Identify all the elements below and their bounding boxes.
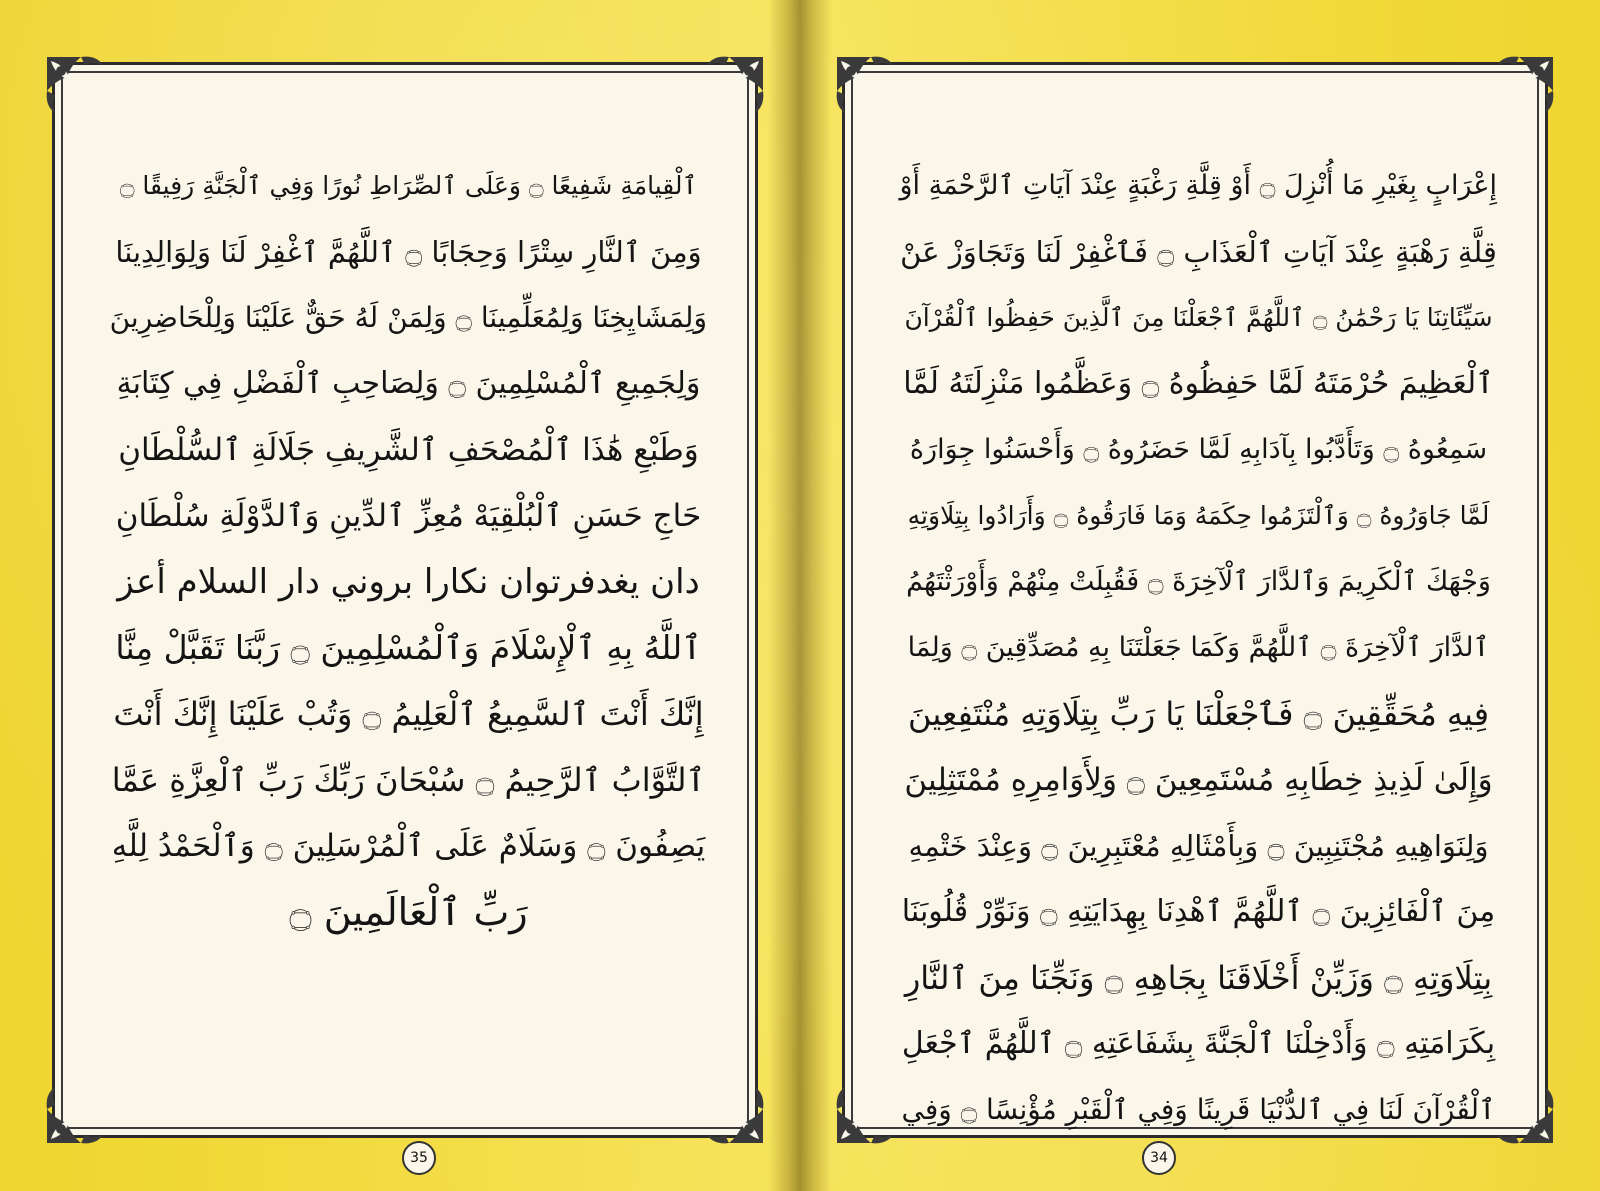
text-line: وَطَبْعِ هَٰذَا ٱلْمُصْحَفِ ٱلشَّرِيفِ جَلَالَةِ ٱلسُّلْطَانِ [118,432,699,468]
text-line: قِلَّةِ رَهْبَةٍ عِنْدَ آيَاتِ ٱلْعَذَابِ ۝ فَٱغْفِرْ لَنَا وَتَجَاوَزْ عَنْ [900,235,1497,269]
left-page-frame [52,62,758,1138]
left-page-text [110,153,707,945]
corner-ornament-icon [699,51,769,121]
corner-ornament-icon [699,1079,769,1149]
right-page-frame [842,62,1548,1138]
corner-ornament-icon [41,51,111,121]
text-line: حَاجِ حَسَنِ ٱلْبُلْقِيَهْ مُعِزِّ ٱلدِّينِ وَٱلدَّوْلَةِ سُلْطَانِ [115,498,702,534]
text-line: وَإِلَىٰ لَذِيذِ خِطَابِهِ مُسْتَمِعِينَ ۝ وَلِأَوَامِرِهِ مُمْتَثِلِينَ [904,762,1493,798]
text-line: بِكَرَامَتِهِ ۝ وَأَدْخِلْنَا ٱلْجَنَّةَ بِشَفَاعَتِهِ ۝ ٱللَّهُمَّ ٱجْعَلِ [901,1026,1496,1061]
text-line: وَلِنَوَاهِيهِ مُجْتَنِبِينَ ۝ وَبِأَمْثَالِهِ مُعْتَبِرِينَ ۝ وَعِنْدَ خَتْمِهِ [908,829,1489,863]
corner-ornament-icon [1489,1079,1559,1149]
text-line: فِيهِ مُحَقِّقِينَ ۝ فَٱجْعَلْنَا يَا رَبِّ بِتِلَاوَتِهِ مُنْتَفِعِينَ [907,695,1489,733]
text-line: لَمَّا جَاوَرُوهُ ۝ وَٱلْتَزَمُوا حِكَمَهُ وَمَا فَارَقُوهُ ۝ وَأَرَادُوا بِتِلَاوَتِهِ [907,501,1490,530]
text-line: وَلِجَمِيعِ ٱلْمُسْلِمِينَ ۝ وَلِصَاحِبِ ٱلْفَضْلِ فِي كِتَابَةِ [116,366,701,401]
text-line: سَمِعُوهُ ۝ وَتَأَدَّبُوا بِآدَابِهِ لَمَّا حَضَرُوهُ ۝ وَأَحْسَنُوا جِوَارَهُ [909,434,1488,465]
text-line: وَجْهَكَ ٱلْكَرِيمَ وَٱلدَّارَ ٱلْآخِرَةَ ۝ فَقُبِلَتْ مِنْهُمْ وَأَوْرَثْتَهُمُ [906,566,1491,597]
text-line: إِنَّكَ أَنْتَ ٱلسَّمِيعُ ٱلْعَلِيمُ ۝ وَتُبْ عَلَيْنَا إِنَّكَ أَنْتَ [113,695,704,733]
text-line: ٱلْقُرْآنَ لَنَا فِي ٱلدُّنْيَا قَرِينًا وَفِي ٱلْقَبْرِ مُؤْنِسًا ۝ وَفِي [901,1093,1496,1126]
text-line: ٱلْعَظِيمَ حُرْمَتَهُ لَمَّا حَفِظُوهُ ۝ وَعَظَّمُوا مَنْزِلَتَهُ لَمَّا [903,366,1494,401]
right-page [800,0,1600,1191]
text-line: وَمِنَ ٱلنَّارِ سِتْرًا وَحِجَابًا ۝ ٱللَّهُمَّ ٱغْفِرْ لَنَا وَلِوَالِدِينَا [115,235,702,269]
corner-ornament-icon [1489,51,1559,121]
corner-ornament-icon [41,1079,111,1149]
text-line: دان يغدفرتوان نكارا بروني دار السلام أعز [117,562,700,602]
text-line: ٱلتَّوَّابُ ٱلرَّحِيمُ ۝ سُبْحَانَ رَبِّكَ رَبِّ ٱلْعِزَّةِ عَمَّا [111,761,706,799]
text-line: ٱللَّهُ بِهِ ٱلْإِسْلَامَ وَٱلْمُسْلِمِينَ ۝ رَبَّنَا تَقَبَّلْ مِنَّا [115,628,702,667]
text-line: ٱلْقِيامَةِ شَفِيعًا ۝ وَعَلَى ٱلصِّرَاطِ نُورًا وَفِي ٱلْجَنَّةِ رَفِيقًا ۝ [119,171,698,200]
corner-ornament-icon [831,51,901,121]
right-page-text [900,153,1497,1143]
text-line: بِتِلَاوَتِهِ ۝ وَزَيِّنْ أَخْلَاقَنَا بِجَاهِهِ ۝ وَنَجِّنَا مِنَ ٱلنَّارِ [904,959,1493,997]
page-number: 35 [402,1141,436,1175]
text-line: ٱلدَّارَ ٱلْآخِرَةَ ۝ ٱللَّهُمَّ وَكَمَا جَعَلْتَنَا بِهِ مُصَدِّقِينَ ۝ وَلِمَا [907,632,1490,663]
corner-ornament-icon [831,1079,901,1149]
text-line: إِعْرَابٍ بِغَيْرِ مَا أُنْزِلَ ۝ أَوْ قِلَّةِ رَغْبَةٍ عِنْدَ آيَاتِ ٱلرَّحْمَةِ أَوْ [899,170,1497,201]
text-line: يَصِفُونَ ۝ وَسَلَامٌ عَلَى ٱلْمُرْسَلِينَ ۝ وَٱلْحَمْدُ لِلَّهِ [111,828,706,864]
text-line: وَلِمَشَايِخِنَا وَلِمُعَلِّمِينَا ۝ وَلِمَنْ لَهُ حَقٌّ عَلَيْنَا وَلِلْحَاضِرِينَ [109,301,707,334]
page-number: 34 [1142,1141,1176,1175]
text-line: سَيِّئَاتِنَا يَا رَحْمَٰنُ ۝ ٱللَّهُمَّ ٱجْعَلْنَا مِنَ ٱلَّذِينَ حَفِظُوا ٱلْقُرْآنَ [904,303,1493,332]
text-line: رَبِّ ٱلْعَالَمِينَ ۝ [289,890,528,934]
text-line: مِنَ ٱلْفَائِزِينَ ۝ ٱللَّهُمَّ ٱهْدِنَا بِهِدَايَتِهِ ۝ وَنَوِّرْ قُلُوبَنَا [901,894,1496,929]
